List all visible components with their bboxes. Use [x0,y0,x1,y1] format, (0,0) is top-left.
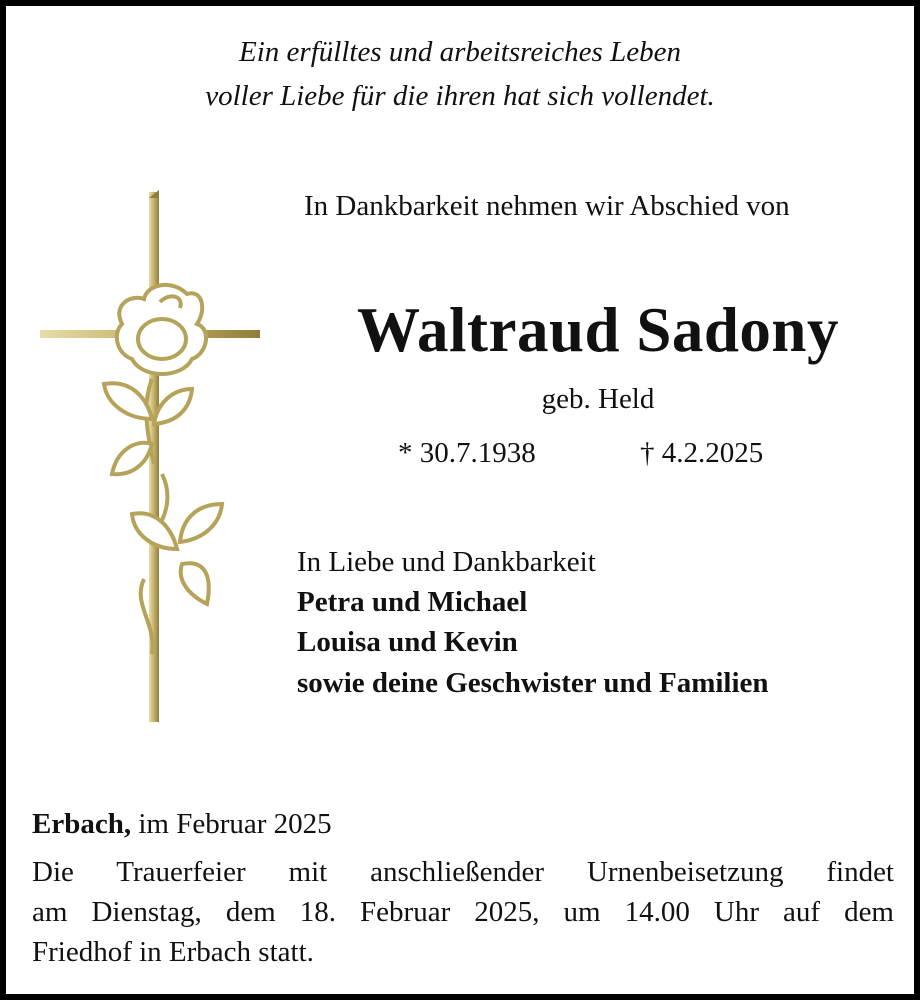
maiden-name: geb. Held [541,383,655,415]
deceased-name: Waltraud Sadony [357,295,839,365]
place-month: im Februar 2025 [131,808,332,840]
mourners-intro: In Liebe und Dankbarkeit [297,546,596,578]
mourner-line: sowie deine Geschwister und Familien [297,667,769,699]
intro-text: In Dankbarkeit nehmen wir Abschied von [304,190,790,222]
birth-date: * 30.7.1938 [398,437,536,469]
cross-with-rose-icon [32,184,272,729]
motto-line-1: Ein erfülltes und arbeitsreiches Leben [239,36,681,68]
death-date: † 4.2.2025 [640,437,764,469]
service-line: am Dienstag, dem 18. Februar 2025, um 14.00 Uhr auf dem [32,896,894,928]
motto-line-2: voller Liebe für die ihren hat sich vollendet. [205,80,715,112]
service-line: Die Trauerfeier mit anschließender Urnenbeisetzung findet [32,856,894,888]
mourner-line: Louisa und Kevin [297,626,518,658]
mourner-line: Petra und Michael [297,586,528,618]
place-city: Erbach, [32,808,132,840]
place-date [32,808,894,841]
service-line: Friedhof in Erbach statt. [32,936,314,968]
